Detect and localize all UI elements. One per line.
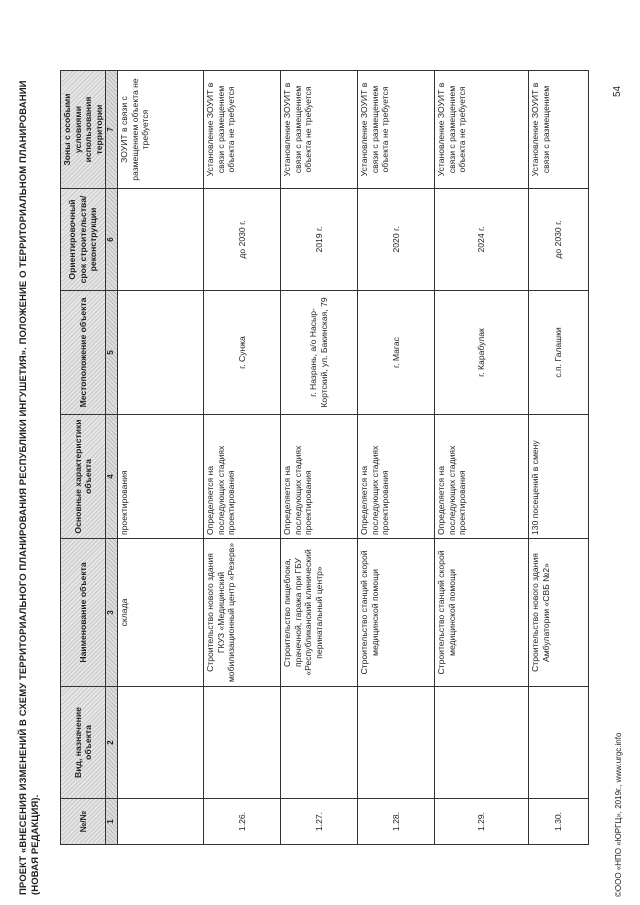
location-cell xyxy=(117,291,203,415)
zone-cell: Установление ЗОУИТ в связи с размещением объекта не требуется xyxy=(357,71,434,189)
characteristics-cell: 130 посещений в смену xyxy=(528,415,588,539)
num-cell: 1.26. xyxy=(203,799,280,845)
header-row xyxy=(61,71,106,845)
column-number: 7 xyxy=(106,71,118,189)
header-cell: Местоположение объекта xyxy=(61,291,106,415)
table-row xyxy=(528,71,588,845)
header-cell: Зоны с особыми условиями использования территории xyxy=(61,71,106,189)
header-cell: Вид, назначение объекта xyxy=(61,687,106,799)
table-row xyxy=(117,71,203,845)
type-cell xyxy=(203,687,280,799)
num-cell: 1.29. xyxy=(434,799,528,845)
name-cell: Строительство пищеблока, прачечной, гаража при ГБУ «Республиканский клинический перинатальный центр» xyxy=(280,539,357,687)
column-number: 4 xyxy=(106,415,118,539)
term-cell xyxy=(117,189,203,291)
document-title: ПРОЕКТ «ВНЕСЕНИЯ ИЗМЕНЕНИЙ В СХЕМУ ТЕРРИТОРИАЛЬНОГО ПЛАНИРОВАНИЯ РЕСПУБЛИКИ ИНГУШЕТИЯ». ПОЛОЖЕНИЕ О ТЕРРИТОРИАЛЬНОМ ПЛАНИРОВАНИИ (НОВАЯ РЕДАКЦИЯ). xyxy=(18,80,41,895)
name-cell: склада xyxy=(117,539,203,687)
table-row xyxy=(434,71,528,845)
location-cell: г. Магас xyxy=(357,291,434,415)
column-number: 1 xyxy=(106,799,118,845)
table-row xyxy=(203,71,280,845)
characteristics-cell: Определяется на последующих стадиях проектирования xyxy=(280,415,357,539)
characteristics-cell: Определяется на последующих стадиях проектирования xyxy=(357,415,434,539)
location-cell: г. Назрань, а/о Насыр-Кортский, ул. Бакинская, 79 xyxy=(280,291,357,415)
term-cell: до 2030 г. xyxy=(203,189,280,291)
zone-cell: Установление ЗОУИТ в связи с размещением xyxy=(528,71,588,189)
num-cell: 1.27. xyxy=(280,799,357,845)
num-cell xyxy=(117,799,203,845)
term-cell: 2019 г. xyxy=(280,189,357,291)
header-cell: №/№ xyxy=(61,799,106,845)
zone-cell: ЗОУИТ в связи с размещением объекта не требуется xyxy=(117,71,203,189)
column-number: 2 xyxy=(106,687,118,799)
type-cell xyxy=(280,687,357,799)
header-cell: Ориентировочный срок строительства/ реконструкции xyxy=(61,189,106,291)
term-cell: до 2030 г. xyxy=(528,189,588,291)
type-cell xyxy=(117,687,203,799)
name-cell: Строительство нового здания ГКУЗ «Медицинский мобилизационный центр «Резерв» xyxy=(203,539,280,687)
zone-cell: Установление ЗОУИТ в связи с размещением объекта не требуется xyxy=(434,71,528,189)
page-number: 54 xyxy=(612,85,623,97)
num-cell: 1.30. xyxy=(528,799,588,845)
column-number: 3 xyxy=(106,539,118,687)
term-cell: 2020 г. xyxy=(357,189,434,291)
column-number: 6 xyxy=(106,189,118,291)
objects-table xyxy=(60,70,589,845)
column-number: 5 xyxy=(106,291,118,415)
type-cell xyxy=(357,687,434,799)
header-cell: Основные характеристики объекта xyxy=(61,415,106,539)
location-cell: г. Сунжа xyxy=(203,291,280,415)
location-cell: с.п. Галашки xyxy=(528,291,588,415)
name-cell: Строительство станций скорой медицинской помощи xyxy=(434,539,528,687)
zone-cell: Установление ЗОУИТ в связи с размещением объекта не требуется xyxy=(280,71,357,189)
type-cell xyxy=(434,687,528,799)
column-number-row xyxy=(106,71,118,845)
characteristics-cell: проектирования xyxy=(117,415,203,539)
name-cell: Строительство нового здания Амбулатории «СВБ №2» xyxy=(528,539,588,687)
footer-copyright: ©ООО «НПО «ЮРГЦ», 2019г., www.urgc.info xyxy=(614,732,623,897)
table-row xyxy=(280,71,357,845)
header-cell: Наименование объекта xyxy=(61,539,106,687)
zone-cell: Установление ЗОУИТ в связи с размещением объекта не требуется xyxy=(203,71,280,189)
name-cell: Строительство станций скорой медицинской помощи xyxy=(357,539,434,687)
num-cell: 1.28. xyxy=(357,799,434,845)
type-cell xyxy=(528,687,588,799)
characteristics-cell: Определяется на последующих стадиях проектирования xyxy=(434,415,528,539)
term-cell: 2024 г. xyxy=(434,189,528,291)
location-cell: г. Карабулак xyxy=(434,291,528,415)
characteristics-cell: Определяется на последующих стадиях проектирования xyxy=(203,415,280,539)
table-row xyxy=(357,71,434,845)
